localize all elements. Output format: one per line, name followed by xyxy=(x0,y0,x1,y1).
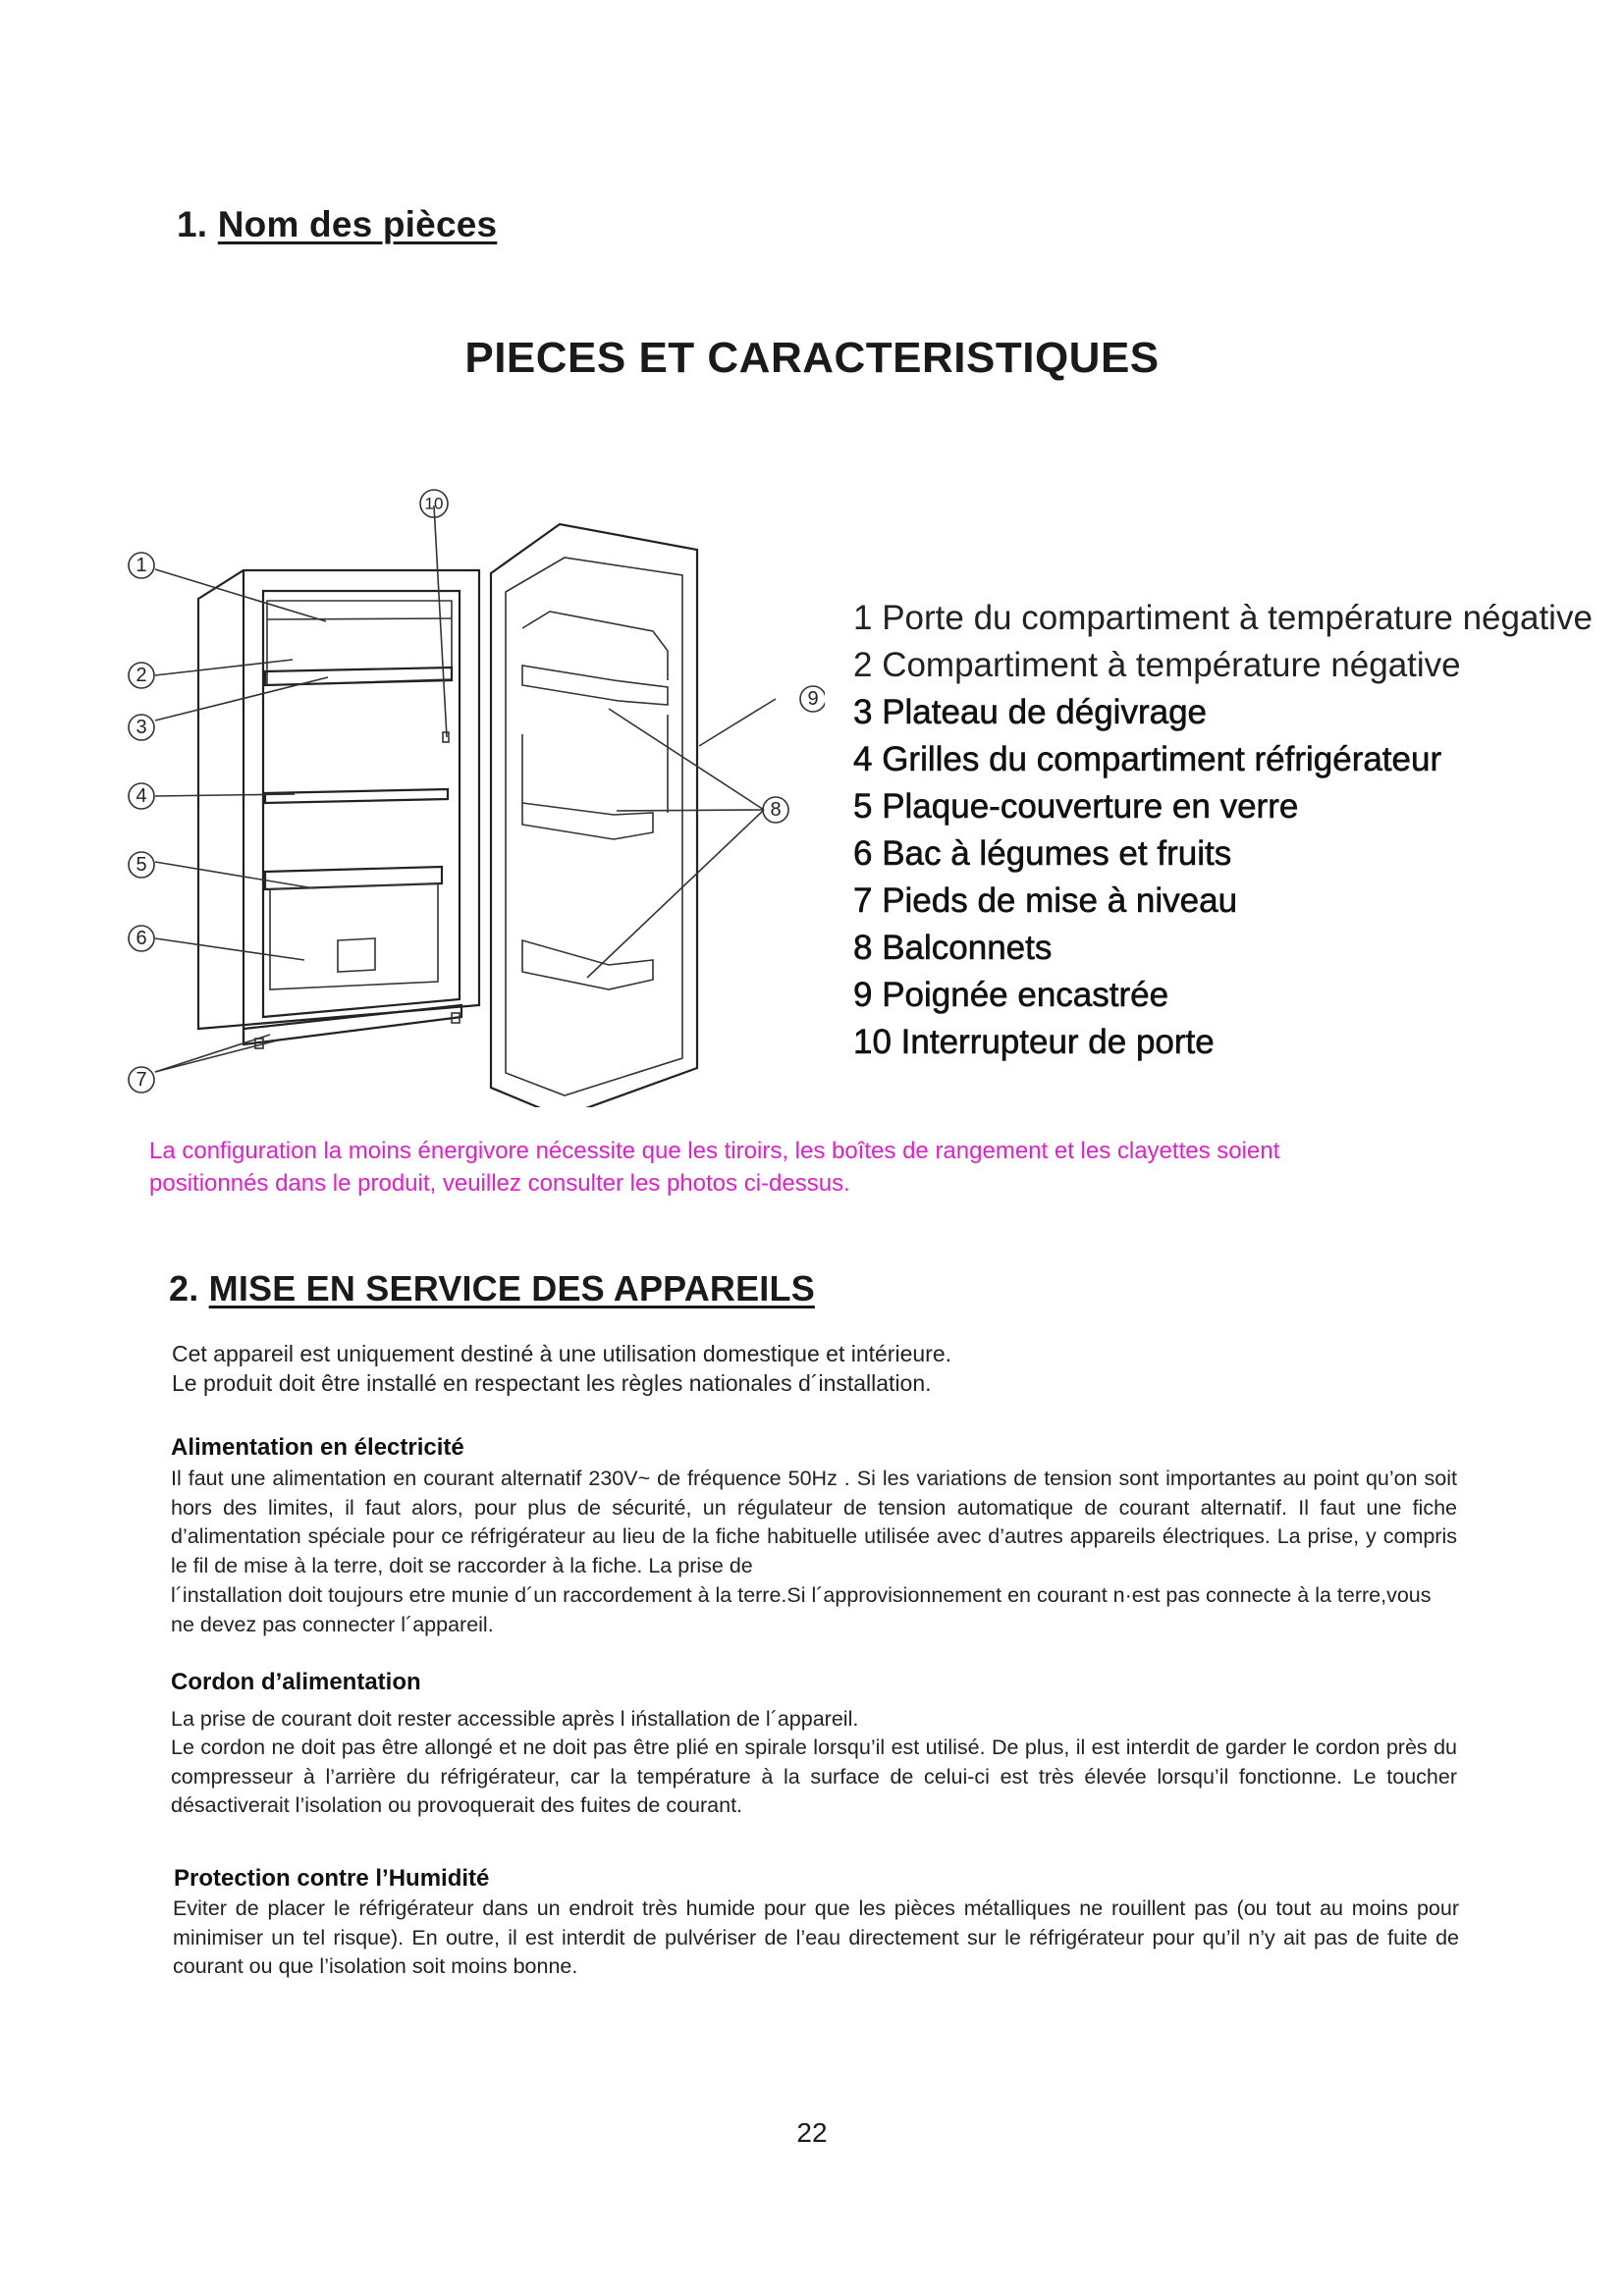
cord-paragraph: Le cordon ne doit pas être allongé et ne doit pas être plié en spirale lorsqu’il est utilisé. De plus, il est interdit de garder le cordon près du compresseur à l’arrière du réfrigérateur, car la température à la surface de celui-ci est très élevée lorsqu’il fonctionne. Le toucher désactiverait l’isolation ou provoquerait des fuites de courant. xyxy=(171,1735,1457,1817)
legend-item-2: 2 Compartiment à température négative xyxy=(853,646,1461,684)
svg-text:6: 6 xyxy=(135,928,147,949)
svg-text:5: 5 xyxy=(135,854,147,876)
humidity-paragraph: Eviter de placer le réfrigérateur dans un endroit très humide pour que les pièces métalliques ne rouillent pas (ou tout au moins pour minimiser un tel risque). En outre, il est interdit de pulvériser de l’eau directement sur le réfrigérateur pour qu’il n’y ait pas de fuite de courant ou que l’isolation soit moins bonne. xyxy=(173,1896,1459,1978)
section-1-title: Nom des pièces xyxy=(217,204,498,244)
svg-text:10: 10 xyxy=(424,494,444,513)
section-2-number: 2. xyxy=(169,1268,199,1308)
intro-line-2: Le produit doit être installé en respectant les règles nationales d´installation. xyxy=(172,1370,932,1396)
legend-item-1: 1 Porte du compartiment à température négative xyxy=(853,599,1593,637)
callout-9 xyxy=(800,686,825,712)
legend-item-10: 10 Interrupteur de porte xyxy=(853,1023,1215,1061)
energy-note-line-2: positionnés dans le produit, veuillez consulter les photos ci-dessus. xyxy=(149,1170,850,1197)
cord-heading: Cordon d’alimentation xyxy=(171,1669,421,1695)
callout-2 xyxy=(129,663,154,688)
callout-5 xyxy=(129,852,154,878)
section-2-title: MISE EN SERVICE DES APPAREILS xyxy=(208,1268,815,1308)
svg-text:3: 3 xyxy=(135,717,147,738)
section-1-heading xyxy=(177,204,497,245)
cord-line-1: La prise de courant doit rester accessible après l iństallation de l´appareil. xyxy=(171,1707,859,1731)
legend-item-3: 3 Plateau de dégivrage xyxy=(853,693,1207,731)
page-number: 22 xyxy=(796,2117,828,2148)
energy-note xyxy=(149,1135,1504,1200)
callout-3 xyxy=(129,715,154,740)
parts-legend xyxy=(853,595,1593,1066)
power-paragraph-1: Il faut une alimentation en courant alternatif 230V~ de fréquence 50Hz . Si les variations de tension sont importantes au point qu’on soit hors des limites, il faut alors, pour plus de sécurité, un régulateur de tension automatique de courant alternatif. Il faut une fiche d’alimentation spéciale pour ce réfrigérateur au lieu de la fiche habituelle utilisée avec d’autres appareils électriques. La prise, y compris le fil de mise à la terre, doit se raccorder à la fiche. La prise de xyxy=(171,1467,1457,1577)
legend-item-7: 7 Pieds de mise à niveau xyxy=(853,881,1238,920)
callout-8 xyxy=(763,797,788,823)
section-2-heading xyxy=(169,1268,815,1309)
intro-line-1: Cet appareil est uniquement destiné à une utilisation domestique et intérieure. xyxy=(172,1341,951,1366)
svg-text:2: 2 xyxy=(135,665,147,686)
energy-note-line-1: La configuration la moins énergivore nécessite que les tiroirs, les boîtes de rangement et les clayettes soient xyxy=(149,1138,1280,1164)
humidity-heading: Protection contre l’Humidité xyxy=(174,1865,490,1892)
section-1-number: 1. xyxy=(177,204,208,244)
svg-text:9: 9 xyxy=(807,688,819,710)
legend-item-5: 5 Plaque-couverture en verre xyxy=(853,787,1299,826)
callout-6 xyxy=(129,926,154,951)
svg-text:7: 7 xyxy=(135,1069,147,1091)
legend-item-4: 4 Grilles du compartiment réfrigérateur xyxy=(853,740,1442,778)
svg-text:4: 4 xyxy=(135,785,147,807)
legend-item-8: 8 Balconnets xyxy=(853,929,1053,967)
power-heading: Alimentation en électricité xyxy=(171,1434,464,1461)
intro-text xyxy=(172,1339,1468,1398)
fridge-diagram xyxy=(118,479,825,1107)
power-paragraph-2: l´installation doit toujours etre munie d´un raccordement à la terre.Si l´approvisionnement en courant n·est pas connecte à la terre,vous ne devez pas connecter l´appareil. xyxy=(171,1583,1432,1636)
svg-text:1: 1 xyxy=(135,555,147,576)
callout-7 xyxy=(129,1067,154,1093)
legend-item-6: 6 Bac à légumes et fruits xyxy=(853,834,1232,873)
callout-4 xyxy=(129,783,154,809)
callout-1 xyxy=(129,553,154,578)
fridge-door xyxy=(491,524,697,1107)
legend-item-9: 9 Poignée encastrée xyxy=(853,976,1169,1014)
svg-text:8: 8 xyxy=(770,799,782,821)
fridge-cabinet xyxy=(198,570,479,1048)
page-title: PIECES ET CARACTERISTIQUES xyxy=(464,334,1160,382)
